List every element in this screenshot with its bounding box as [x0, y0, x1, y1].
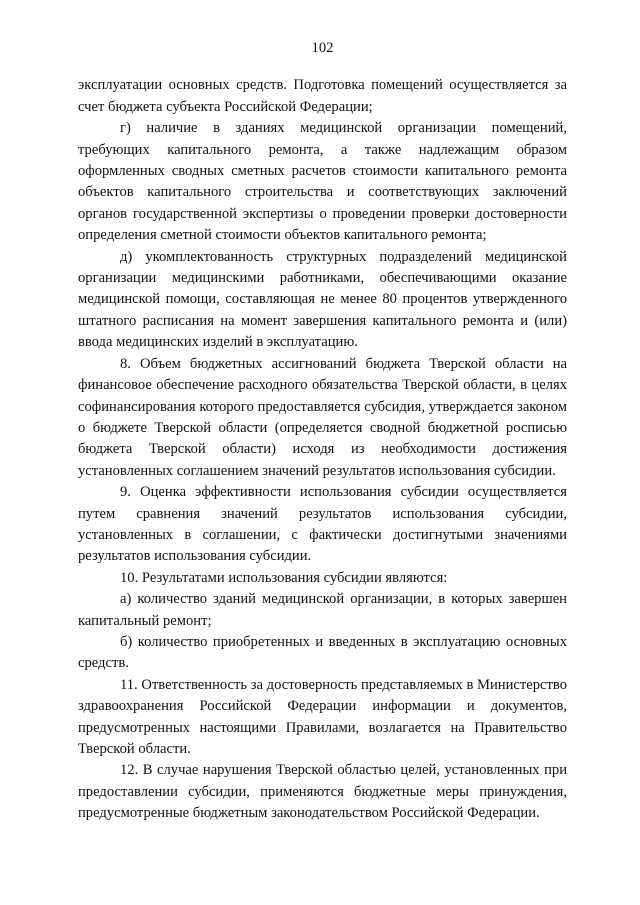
paragraph-clause-12: 12. В случае нарушения Тверской областью целей, установленных при предоставлении субсидии, применяются бюджетные меры принуждения, предусмотренные бюджетным законодательством Российской Федерации. [78, 762, 567, 822]
paragraph-item-g: г) наличие в зданиях медицинской организации помещений, требующих капитального ремонта, а также надлежащим образом оформленных сводных сметных расчетов стоимости капитального ремонта объектов капитального строительства и соответствующих заключений органов государственной экспертизы о проведении проверки достоверности определения сметной стоимости объектов капитального ремонта; [78, 120, 567, 244]
paragraph-item-a: а) количество зданий медицинской организации, в которых завершен капитальный ремонт; [78, 591, 567, 629]
paragraph-clause-8: 8. Объем бюджетных ассигнований бюджета Тверской области на финансовое обеспечение расходного обязательства Тверской области, в целях софинансирования которого предоставляется субсидия, утверждается законом о бюджете Тверской области (определяется сводной бюджетной росписью бюджета Тверской области) исходя из необходимости достижения установленных соглашением значений результатов использования субсидии. [78, 355, 567, 479]
paragraph-continuation: эксплуатации основных средств. Подготовка помещений осуществляется за счет бюджета субъекта Российской Федерации; [78, 77, 567, 115]
paragraph-item-d: д) укомплектованность структурных подразделений медицинской организации медицинскими работниками, обеспечивающими оказание медицинской помощи, составляющая не менее 80 процентов утвержденного штатного расписания на момент завершения капитального ремонта и (или) ввода медицинских изделий в эксплуатацию. [78, 248, 567, 351]
paragraph-clause-11: 11. Ответственность за достоверность представляемых в Министерство здравоохранения Российской Федерации информации и документов, предусмотренных настоящими Правилами, возлагается на Правительство Тверской области. [78, 676, 567, 757]
paragraph-clause-9: 9. Оценка эффективности использования субсидии осуществляется путем сравнения значений результатов использования субсидии, установленных в соглашении, с фактически достигнутыми значениями результатов использования субсидии. [78, 484, 567, 565]
paragraph-clause-10: 10. Результатами использования субсидии являются: [120, 569, 448, 586]
page-number: 102 [311, 40, 334, 56]
paragraph-item-b: б) количество приобретенных и введенных в эксплуатацию основных средств. [78, 633, 567, 672]
